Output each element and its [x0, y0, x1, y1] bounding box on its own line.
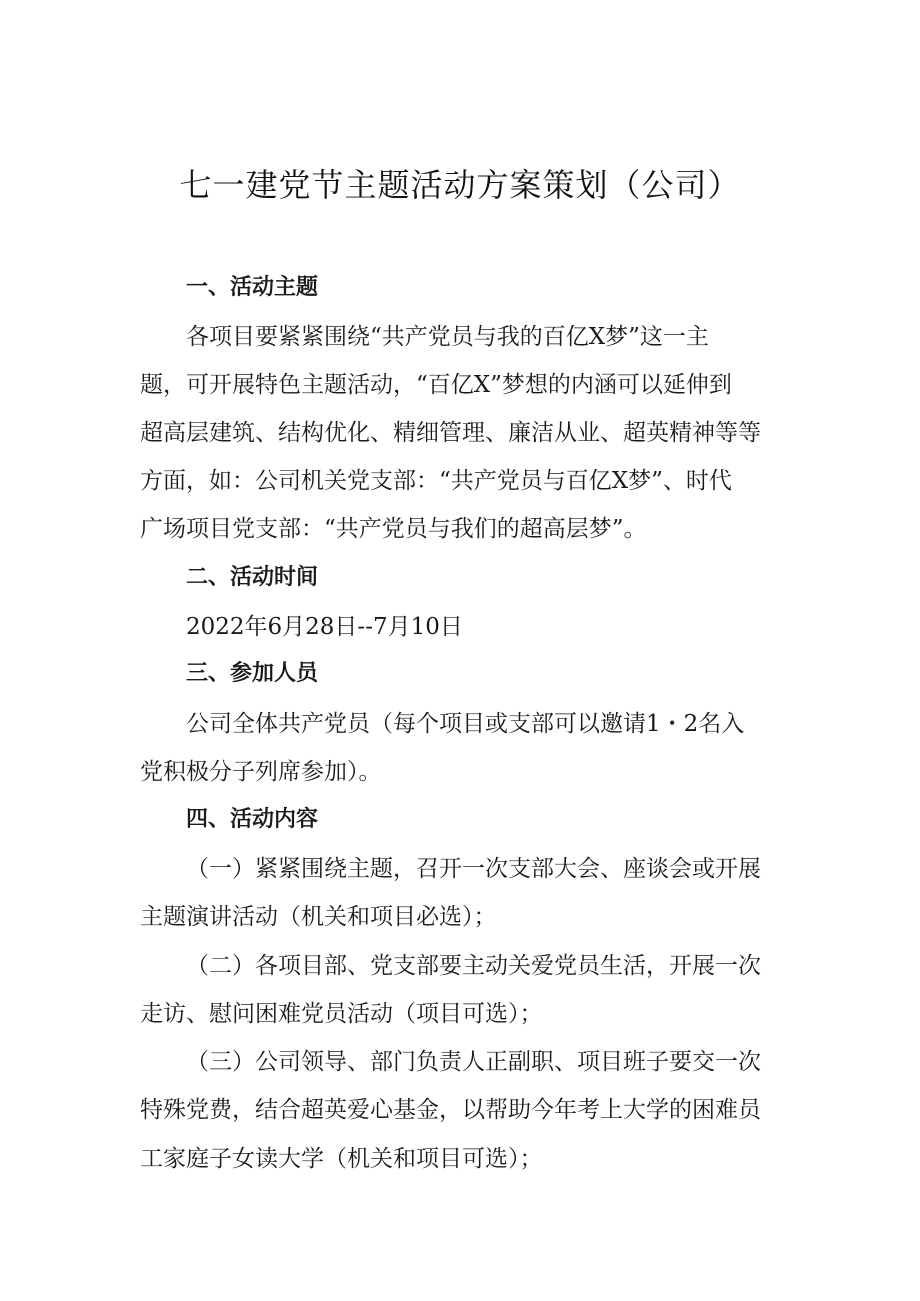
- section-heading-theme: 一、活动主题: [186, 275, 319, 300]
- paragraph-line: 各项目要紧紧围绕“共产党员与我的百亿X梦”这一主: [186, 324, 709, 350]
- section-heading-participants: 三、参加人员: [186, 661, 319, 686]
- paragraph-line: 广场项目党支部：“共产党员与我们的超高层梦”。: [140, 516, 647, 542]
- paragraph-line: 2022年6月28日--7月10日: [186, 614, 463, 640]
- paragraph-line: （一）紧紧围绕主题，召开一次支部大会、座谈会或开展: [186, 856, 761, 882]
- paragraph-line: 主题演讲活动（机关和项目必选）；: [140, 904, 497, 930]
- paragraph-line: 超高层建筑、结构优化、精细管理、廉洁从业、超英精神等等: [140, 420, 761, 446]
- paragraph-line: 工家庭子女读大学（机关和项目可选）；: [140, 1146, 543, 1172]
- section-heading-content: 四、活动内容: [186, 807, 319, 832]
- paragraph-line: 题，可开展特色主题活动，“百亿X”梦想的内涵可以延伸到: [140, 372, 732, 398]
- paragraph-line: （二）各项目部、党支部要主动关爱党员生活，开展一次: [186, 953, 761, 979]
- paragraph-line: 走访、慰问困难党员活动（项目可选）；: [140, 1001, 543, 1027]
- paragraph-line: 方面，如：公司机关党支部：“共产党员与百亿X梦”、时代: [140, 468, 732, 494]
- paragraph-line: 党积极分子列席参加）。: [140, 759, 382, 785]
- section-heading-time: 二、活动时间: [186, 565, 319, 590]
- paragraph-line: 公司全体共产党员（每个项目或支部可以邀请1・2名入: [186, 711, 745, 737]
- paragraph-line: 特殊党费，结合超英爱心基金，以帮助今年考上大学的困难员: [140, 1097, 761, 1123]
- document-title: 七一建党节主题活动方案策划（公司）: [179, 166, 741, 204]
- paragraph-line: （三）公司领导、部门负责人正副职、项目班子要交一次: [186, 1049, 761, 1075]
